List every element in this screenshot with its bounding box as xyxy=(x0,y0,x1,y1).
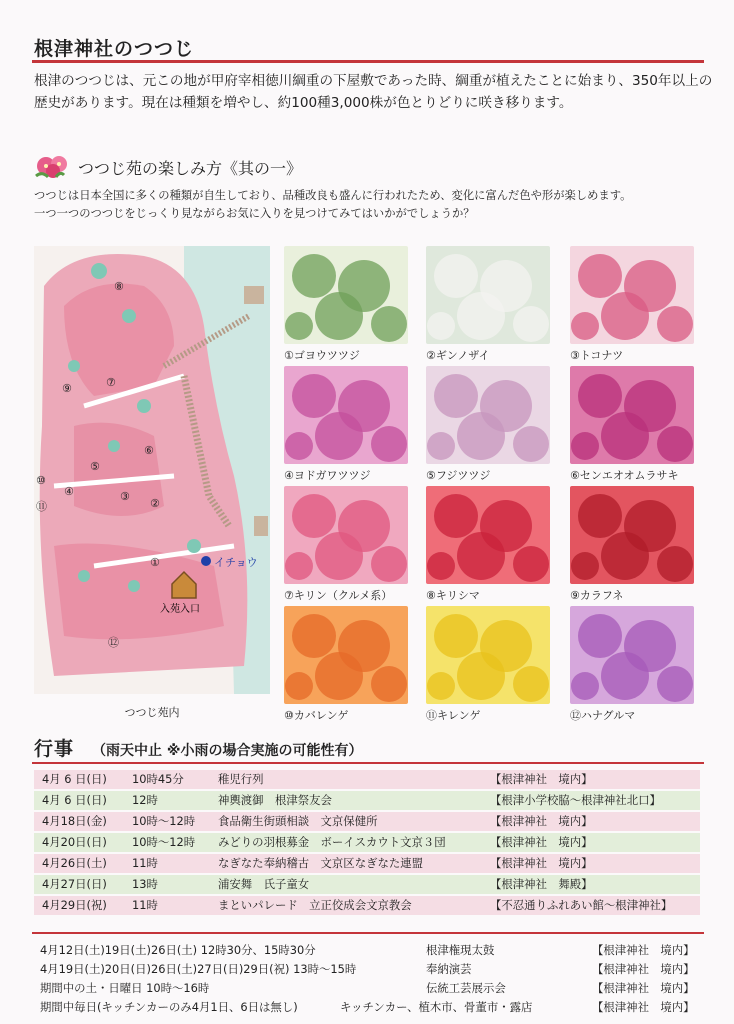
event-name: まといパレード 立正佼成会文京教会 xyxy=(218,898,412,912)
ginkgo-marker-icon xyxy=(201,556,211,566)
azalea-flower-icon xyxy=(570,606,694,704)
variety-label: ⑦キリン（クルメ系） xyxy=(284,589,393,602)
event-name: 神輿渡御 根津祭友会 xyxy=(218,793,332,807)
azalea-flower-icon xyxy=(426,486,550,584)
event-row xyxy=(34,812,700,831)
extra-event-when: 期間中毎日(キッチンカーのみ4月1日、6日は無し) xyxy=(40,1000,298,1014)
extra-event-place: 【根津神社 境内】 xyxy=(592,981,695,995)
extra-event-what: キッチンカー、植木市、骨董市・露店 xyxy=(340,1000,533,1014)
map-marker: ⑤ xyxy=(90,460,100,473)
map-marker: ③ xyxy=(120,490,130,503)
event-row xyxy=(34,854,700,873)
variety-photo xyxy=(570,486,694,584)
event-date: 4月 6 日(日) xyxy=(42,772,107,786)
azalea-flower-icon xyxy=(34,151,70,181)
events-note: （雨天中止 ※小雨の場合実施の可能性有） xyxy=(92,743,363,759)
section-title: つつじ苑の楽しみ方《其の一》 xyxy=(78,159,303,178)
event-time: 10時45分 xyxy=(132,772,184,786)
variety-photo xyxy=(570,366,694,464)
variety-label: ④ヨドガワツツジ xyxy=(284,469,371,482)
ginkgo-label: イチョウ xyxy=(214,556,258,569)
variety-label: ⑪キレンゲ xyxy=(426,709,481,722)
extra-event-when: 期間中の土・日曜日 10時～16時 xyxy=(40,981,210,995)
extra-event-what: 伝統工芸展示会 xyxy=(426,981,506,995)
map-marker: ⑨ xyxy=(62,382,72,395)
event-name: 食品衛生街頭相談 文京保健所 xyxy=(218,814,378,828)
event-place: 【根津神社 境内】 xyxy=(490,814,593,828)
event-place: 【根津神社 境内】 xyxy=(490,835,593,849)
azalea-flower-icon xyxy=(284,486,408,584)
intro-paragraph: 根津のつつじは、元この地が甲府宰相徳川綱重の下屋敷であった時、綱重が植えたことに始まり、350年以上の歴史があります。現在は種類を増やし、約100種3,000株が色とりどりに咲き移ります。 xyxy=(34,73,713,111)
event-time: 10時～12時 xyxy=(132,814,196,828)
azalea-flower-icon xyxy=(570,366,694,464)
variety-label: ⑧キリシマ xyxy=(426,589,480,602)
extra-event-when: 4月12日(土)19日(土)26日(土) 12時30分、15時30分 xyxy=(40,943,316,957)
azalea-flower-icon xyxy=(284,606,408,704)
map-caption: つつじ苑内 xyxy=(124,706,180,719)
event-time: 11時 xyxy=(132,856,158,870)
event-name: なぎなた奉納稽古 文京区なぎなた連盟 xyxy=(218,856,424,870)
variety-label: ⑫ハナグルマ xyxy=(570,709,636,722)
garden-map xyxy=(34,246,270,694)
events-rule-bottom xyxy=(32,932,704,934)
variety-photo xyxy=(284,366,408,464)
variety-label: ⑩カバレンゲ xyxy=(284,709,349,722)
variety-label: ⑨カラフネ xyxy=(570,589,624,602)
azalea-flower-icon xyxy=(426,606,550,704)
map-marker: ② xyxy=(150,497,160,510)
azalea-flower-icon xyxy=(284,246,408,344)
azalea-flower-icon xyxy=(570,486,694,584)
section-description xyxy=(34,187,724,223)
event-date: 4月29日(祝) xyxy=(42,898,107,912)
event-name: 浦安舞 氏子童女 xyxy=(218,877,310,891)
page-title: 根津神社のつつじ xyxy=(34,38,195,60)
event-time: 11時 xyxy=(132,898,158,912)
variety-photo xyxy=(570,606,694,704)
event-row xyxy=(34,770,700,789)
variety-label: ⑥センエオオムラサキ xyxy=(570,469,679,482)
event-name: みどりの羽根募金 ボーイスカウト文京３団 xyxy=(218,835,446,849)
event-date: 4月 6 日(日) xyxy=(42,793,107,807)
variety-photo xyxy=(426,246,550,344)
extra-event-place: 【根津神社 境内】 xyxy=(592,943,695,957)
map-marker: ⑫ xyxy=(108,636,119,649)
event-date: 4月27日(日) xyxy=(42,877,107,891)
map-marker: ⑥ xyxy=(144,444,154,457)
map-marker: ④ xyxy=(64,485,74,498)
event-place: 【不忍通りふれあい館～根津神社】 xyxy=(490,898,673,912)
event-date: 4月26日(土) xyxy=(42,856,107,870)
azalea-flower-icon xyxy=(570,246,694,344)
variety-photo xyxy=(426,486,550,584)
event-row xyxy=(34,791,700,810)
azalea-flower-icon xyxy=(284,366,408,464)
map-marker: ⑦ xyxy=(106,376,116,389)
map-marker: ① xyxy=(150,556,160,569)
variety-photo xyxy=(284,486,408,584)
title-underline xyxy=(32,60,704,63)
variety-photo xyxy=(284,246,408,344)
map-marker: ⑧ xyxy=(114,280,124,293)
variety-label: ③トコナツ xyxy=(570,349,624,362)
azalea-flower-icon xyxy=(426,246,550,344)
variety-photo xyxy=(284,606,408,704)
event-name: 稚児行列 xyxy=(218,772,264,786)
event-time: 13時 xyxy=(132,877,158,891)
event-time: 12時 xyxy=(132,793,158,807)
event-time: 10時～12時 xyxy=(132,835,196,849)
event-place: 【根津小学校脇～根津神社北口】 xyxy=(490,793,661,807)
event-place: 【根津神社 境内】 xyxy=(490,856,593,870)
map-marker: ⑪ xyxy=(36,500,47,513)
variety-label: ②ギンノザイ xyxy=(426,349,490,362)
entrance-label: 入苑入口 xyxy=(160,604,200,615)
variety-label: ⑤フジツツジ xyxy=(426,469,491,482)
event-row xyxy=(34,896,700,915)
extra-event-place: 【根津神社 境内】 xyxy=(592,962,695,976)
event-row xyxy=(34,833,700,852)
azalea-flower-icon xyxy=(426,366,550,464)
events-rule xyxy=(32,762,704,764)
event-date: 4月18日(金) xyxy=(42,814,107,828)
extra-event-what: 根津権現太鼓 xyxy=(426,943,495,957)
variety-photo xyxy=(426,606,550,704)
event-place: 【根津神社 舞殿】 xyxy=(490,877,593,891)
section-description-line: 一つ一つのつつじをじっくり見ながらお気に入りを見つけてみてはいかがでしょうか？ xyxy=(34,207,475,220)
variety-photo xyxy=(570,246,694,344)
variety-photo xyxy=(426,366,550,464)
event-row xyxy=(34,875,700,894)
events-heading: 行事 xyxy=(34,738,75,760)
event-place: 【根津神社 境内】 xyxy=(490,772,593,786)
map-marker: ⑩ xyxy=(36,474,46,487)
extra-event-place: 【根津神社 境内】 xyxy=(592,1000,695,1014)
extra-event-what: 奉納演芸 xyxy=(426,962,472,976)
section-description-line: つつじは日本全国に多くの種類が自生しており、品種改良も盛んに行われたため、変化に富んだ色や形が楽しめます。 xyxy=(34,189,632,202)
event-date: 4月20日(日) xyxy=(42,835,107,849)
extra-event-when: 4月19日(土)20日(日)26日(土)27日(日)29日(祝) 13時～15時 xyxy=(40,962,357,976)
variety-label: ①ゴヨウツツジ xyxy=(284,349,360,362)
